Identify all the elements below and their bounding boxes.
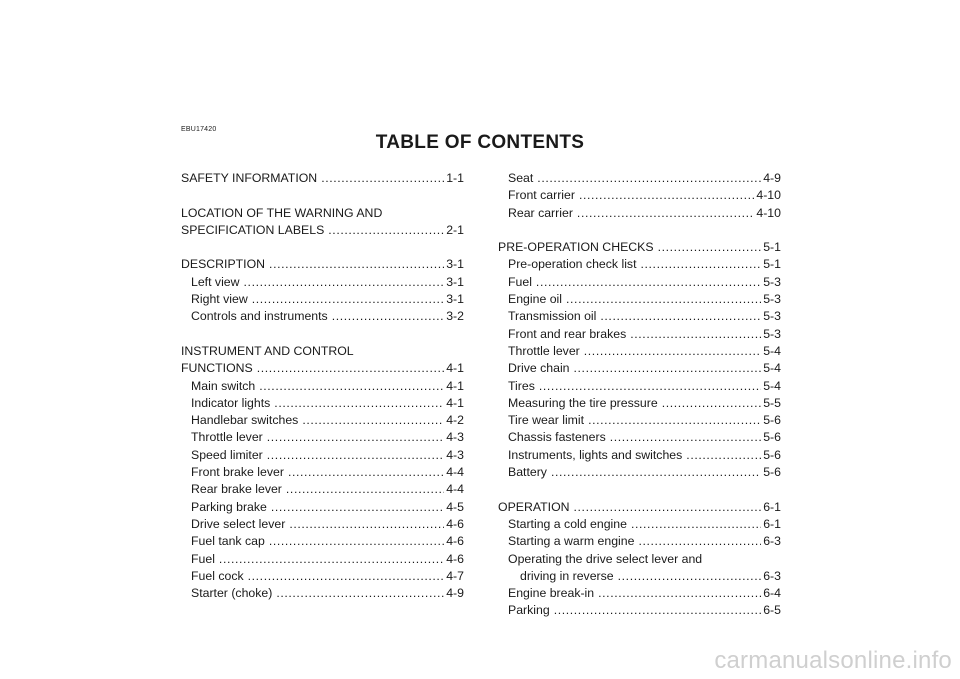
toc-page-number: 4-1 — [446, 361, 464, 376]
leader-dots — [588, 412, 761, 429]
toc-page-number: 4-6 — [446, 534, 464, 549]
toc-entry-title: Parking — [508, 603, 550, 618]
toc-page-number: 5-6 — [763, 447, 781, 462]
toc-page-number: 6-4 — [763, 586, 781, 601]
toc-entry-title: Engine oil — [508, 292, 563, 307]
toc-page-number: 5-3 — [763, 326, 781, 341]
toc-page-number: 4-3 — [446, 447, 464, 462]
toc-entry-title: Handlebar switches — [191, 413, 299, 428]
toc-item — [498, 326, 781, 343]
toc-entry-title: Fuel cock — [191, 568, 244, 583]
toc-page-number: 4-4 — [446, 465, 464, 480]
toc-page-number: 6-3 — [763, 534, 781, 549]
toc-page-number: 5-4 — [763, 361, 781, 376]
toc-item — [498, 378, 781, 395]
toc-item — [498, 256, 781, 273]
leader-dots — [662, 395, 762, 412]
toc-entry-title: Drive select lever — [191, 516, 286, 531]
toc-entry-title: OPERATION — [498, 499, 570, 514]
toc-section — [498, 499, 781, 516]
toc-entry-title: Operating the drive select lever and — [508, 551, 703, 566]
document-code: EBU17420 — [181, 126, 217, 133]
toc-page-number: 6-3 — [763, 568, 781, 583]
toc-page-number: 6-5 — [763, 603, 781, 618]
toc-item — [181, 464, 464, 481]
leader-dots — [267, 429, 444, 446]
leader-dots — [618, 568, 762, 585]
leader-dots — [289, 516, 444, 533]
toc-entry-title: Tire wear limit — [508, 413, 585, 428]
toc-item — [181, 378, 464, 395]
toc-entry-title: Rear brake lever — [191, 482, 282, 497]
toc-section — [181, 205, 464, 240]
toc-page-number: 6-1 — [763, 516, 781, 531]
toc-page-number: 4-10 — [756, 188, 781, 203]
leader-dots — [584, 343, 761, 360]
toc-page-number: 5-5 — [763, 395, 781, 410]
toc-entry-title: Drive chain — [508, 361, 570, 376]
toc-item — [498, 360, 781, 377]
leader-dots — [248, 568, 445, 585]
toc-item — [181, 291, 464, 308]
toc-entry-title: Speed limiter — [191, 447, 263, 462]
toc-entry-title: PRE-OPERATION CHECKS — [498, 240, 654, 255]
toc-item — [498, 429, 781, 446]
leader-dots — [658, 239, 762, 256]
toc-page-number: 4-2 — [446, 413, 464, 428]
leader-dots — [321, 170, 444, 187]
toc-page-number: 1-1 — [446, 171, 464, 185]
toc-item — [498, 205, 781, 222]
toc-item — [498, 533, 781, 550]
leader-dots — [259, 378, 444, 395]
leader-dots — [630, 326, 761, 343]
toc-entry-title: SPECIFICATION LABELS — [181, 222, 325, 237]
leader-dots — [539, 378, 761, 395]
leader-dots — [269, 533, 444, 550]
leader-dots — [276, 585, 444, 602]
toc-page-number: 4-3 — [446, 430, 464, 445]
toc-item — [498, 412, 781, 429]
leader-dots — [537, 170, 761, 187]
toc-item — [181, 516, 464, 533]
toc-section — [498, 239, 781, 256]
toc-item — [498, 551, 781, 586]
toc-entry-title: Indicator lights — [191, 395, 271, 410]
leader-dots — [574, 499, 762, 516]
toc-page-number: 5-3 — [763, 309, 781, 324]
leader-dots — [328, 222, 444, 239]
leader-dots — [536, 274, 761, 291]
watermark-text: carmanualsonline.info — [714, 647, 952, 674]
toc-item — [181, 395, 464, 412]
leader-dots — [332, 308, 445, 325]
toc-entry-title: Battery — [508, 465, 547, 480]
toc-section — [181, 256, 464, 273]
toc-item — [498, 187, 781, 204]
toc-entry-title: Pre-operation check list — [508, 257, 637, 272]
toc-entry-title: SAFETY INFORMATION — [181, 171, 318, 185]
toc-entry-title: LOCATION OF THE WARNING AND — [181, 205, 383, 220]
toc-page-number: 4-4 — [446, 482, 464, 497]
leader-dots — [244, 274, 445, 291]
leader-dots — [269, 256, 444, 273]
toc-entry-title: driving in reverse — [520, 568, 614, 583]
toc-entry-title: Measuring the tire pressure — [508, 395, 658, 410]
toc-entry-title: Front carrier — [508, 188, 575, 203]
toc-page-number: 5-6 — [763, 430, 781, 445]
toc-entry-title: Right view — [191, 292, 248, 307]
leader-dots — [274, 395, 444, 412]
toc-item — [181, 481, 464, 498]
toc-entry-title: Starting a warm engine — [508, 534, 635, 549]
leader-dots — [610, 429, 761, 446]
toc-entry-title: Seat — [508, 171, 534, 185]
toc-entry-title: Fuel — [508, 274, 532, 289]
toc-entry-title: Throttle lever — [191, 430, 263, 445]
toc-entry-title: Starter (choke) — [191, 586, 273, 601]
toc-page-number: 2-1 — [446, 222, 464, 237]
toc-entry-title: Front brake lever — [191, 465, 284, 480]
toc-entry-title: Parking brake — [191, 499, 267, 514]
toc-page-number: 4-6 — [446, 516, 464, 531]
toc-page-number: 5-3 — [763, 292, 781, 307]
toc-entry-title: Transmission oil — [508, 309, 597, 324]
toc-page-number: 5-4 — [763, 343, 781, 358]
toc-entry-title: Tires — [508, 378, 535, 393]
leader-dots — [574, 360, 762, 377]
leader-dots — [566, 291, 761, 308]
toc-entry-title: Throttle lever — [508, 343, 580, 358]
toc-section — [181, 170, 464, 187]
toc-item — [181, 429, 464, 446]
toc-item — [498, 585, 781, 602]
toc-page-number: 4-9 — [763, 171, 781, 185]
leader-dots — [641, 256, 762, 273]
leader-dots — [288, 464, 444, 481]
toc-item — [498, 395, 781, 412]
toc-entry-title: Chassis fasteners — [508, 430, 606, 445]
toc-page-number: 5-3 — [763, 274, 781, 289]
toc-item — [498, 343, 781, 360]
toc-entry-title: Left view — [191, 274, 240, 289]
leader-dots — [598, 585, 761, 602]
leader-dots — [554, 602, 762, 619]
toc-page-number: 3-1 — [446, 292, 464, 307]
toc-item — [181, 499, 464, 516]
toc-entry-title: Engine break-in — [508, 586, 595, 601]
toc-page-number: 5-1 — [763, 240, 781, 255]
leader-dots — [302, 412, 444, 429]
leader-dots — [219, 551, 444, 568]
leader-dots — [600, 308, 761, 325]
leader-dots — [551, 464, 761, 481]
toc-item — [498, 464, 781, 481]
toc-item — [498, 516, 781, 533]
toc-item — [498, 274, 781, 291]
toc-page-number: 3-1 — [446, 274, 464, 289]
toc-column-right — [498, 170, 781, 620]
toc-page-number: 4-10 — [756, 205, 781, 220]
toc-entry-title: DESCRIPTION — [181, 257, 266, 272]
toc-page-number: 5-6 — [763, 413, 781, 428]
leader-dots — [577, 205, 754, 222]
toc-item — [181, 274, 464, 291]
toc-item — [181, 533, 464, 550]
leader-dots — [638, 533, 761, 550]
toc-entry-title: Fuel — [191, 551, 215, 566]
toc-item — [498, 291, 781, 308]
toc-item — [181, 568, 464, 585]
toc-item — [181, 585, 464, 602]
toc-section — [181, 343, 464, 378]
toc-page-number: 3-1 — [446, 257, 464, 272]
leader-dots — [686, 447, 761, 464]
toc-page-number: 5-1 — [763, 257, 781, 272]
toc-entry-title: Main switch — [191, 378, 256, 393]
leader-dots — [271, 499, 444, 516]
toc-entry-title: Starting a cold engine — [508, 516, 627, 531]
toc-page-number: 4-5 — [446, 499, 464, 514]
toc-item — [498, 447, 781, 464]
toc-item — [181, 551, 464, 568]
toc-page-number: 4-9 — [446, 586, 464, 601]
leader-dots — [267, 447, 444, 464]
leader-dots — [252, 291, 444, 308]
toc-column-left — [181, 170, 464, 602]
toc-page-number: 5-6 — [763, 465, 781, 480]
leader-dots — [257, 360, 444, 377]
toc-page-number: 4-1 — [446, 378, 464, 393]
toc-entry-title: FUNCTIONS — [181, 361, 253, 376]
leader-dots — [579, 187, 754, 204]
toc-item — [181, 308, 464, 325]
toc-page-number: 6-1 — [763, 499, 781, 514]
toc-entry-title: Controls and instruments — [191, 309, 328, 324]
toc-entry-title: INSTRUMENT AND CONTROL — [181, 343, 354, 358]
toc-page-number: 4-6 — [446, 551, 464, 566]
toc-entry-title: Rear carrier — [508, 205, 573, 220]
toc-page-number: 3-2 — [446, 309, 464, 324]
toc-item — [498, 308, 781, 325]
leader-dots — [631, 516, 761, 533]
toc-item — [181, 412, 464, 429]
page-title: TABLE OF CONTENTS — [375, 132, 585, 153]
toc-page-number: 4-7 — [446, 568, 464, 583]
leader-dots — [286, 481, 444, 498]
toc-item — [498, 170, 781, 187]
toc-entry-title: Fuel tank cap — [191, 534, 265, 549]
toc-entry-title: Front and rear brakes — [508, 326, 627, 341]
toc-page-number: 4-1 — [446, 395, 464, 410]
toc-entry-title: Instruments, lights and switches — [508, 447, 683, 462]
toc-item — [181, 447, 464, 464]
toc-page-number: 5-4 — [763, 378, 781, 393]
toc-item — [498, 602, 781, 619]
